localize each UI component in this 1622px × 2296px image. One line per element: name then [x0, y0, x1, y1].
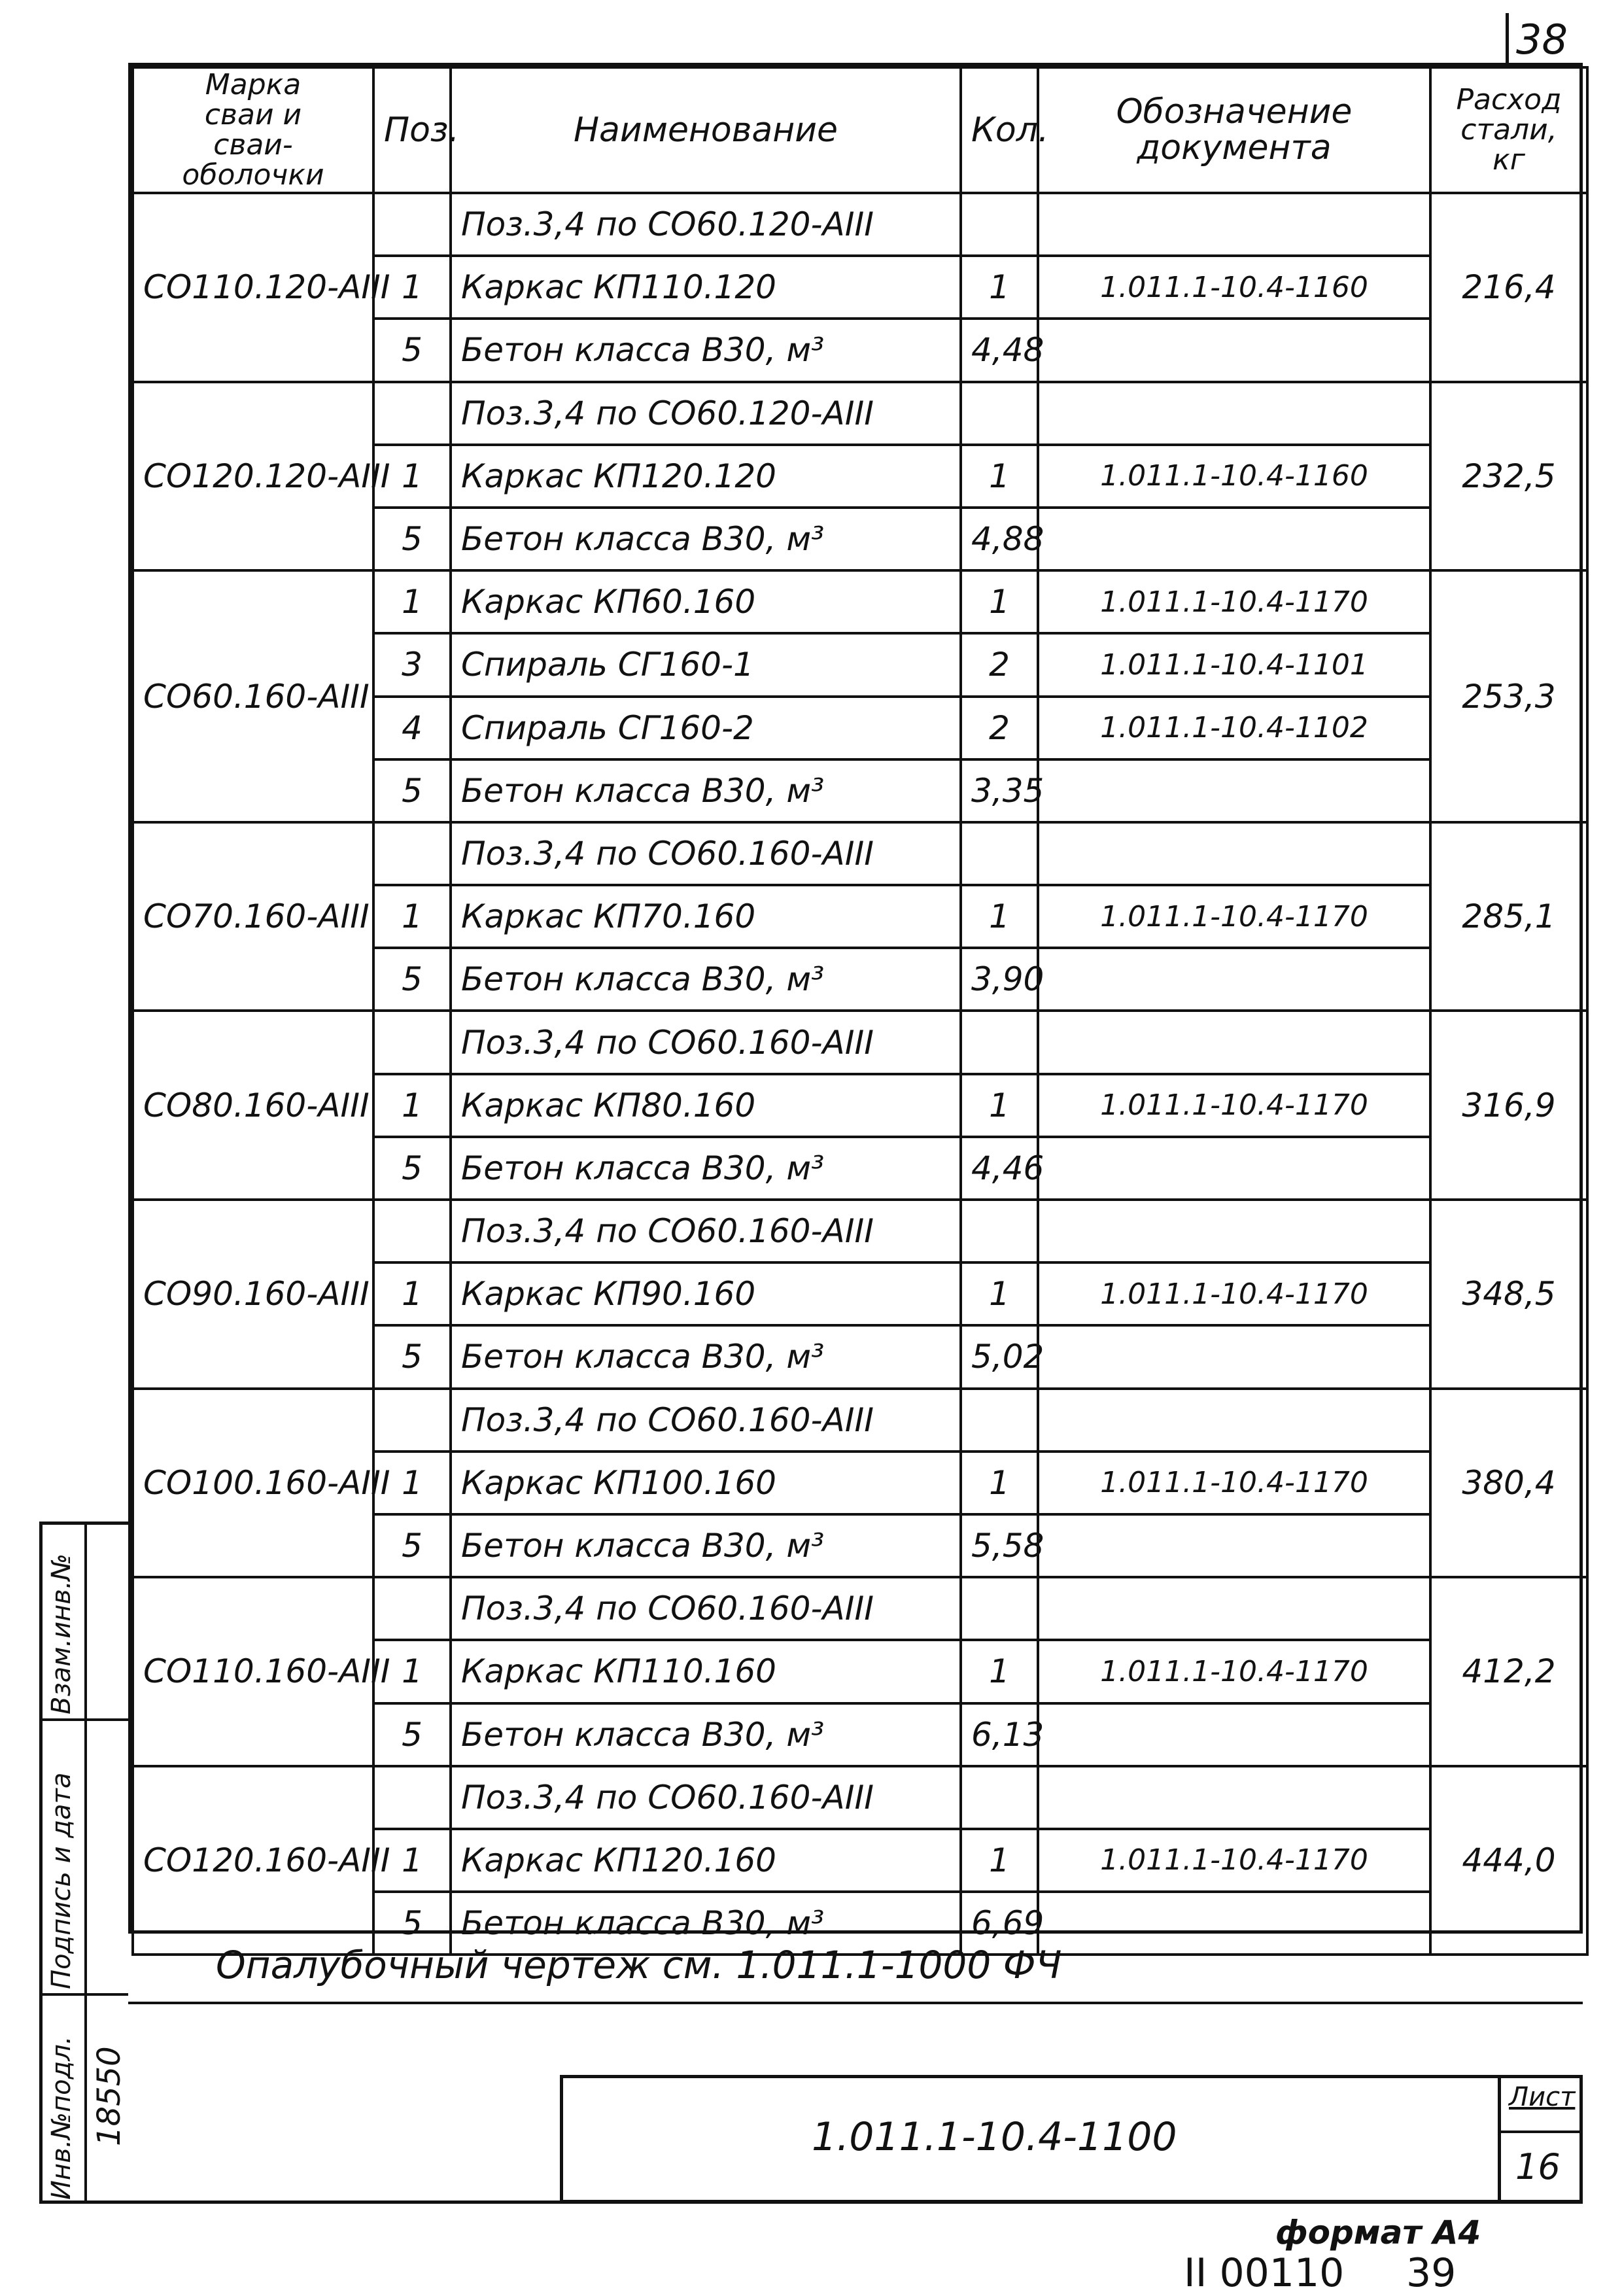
inv-cell	[43, 1996, 128, 2204]
page-number-divider	[1506, 13, 1509, 65]
specification-table	[128, 63, 1583, 1943]
pile-mark: СО100.160-АIII	[133, 1389, 373, 1578]
header-pos: Поз.	[373, 67, 451, 193]
position-number: 1	[373, 1262, 451, 1325]
pile-mark: СО110.160-АIII	[133, 1577, 373, 1766]
position-number: 5	[373, 1703, 451, 1766]
position-number: 5	[373, 1892, 451, 1955]
position-number	[373, 1200, 451, 1262]
steel-consumption: 412,2	[1430, 1577, 1587, 1766]
table-row	[133, 822, 1587, 885]
table-row	[133, 570, 1587, 633]
document-reference	[1038, 193, 1430, 256]
title-block	[560, 2075, 1583, 2203]
item-name: Поз.3,4 по СО60.160-АIII	[451, 1011, 961, 1073]
table-row	[133, 1389, 1587, 1452]
side-stamp-strip	[39, 1522, 128, 2204]
header-doc: Обозначение документа	[1038, 67, 1430, 193]
item-quantity	[961, 1389, 1038, 1452]
position-number: 1	[373, 1074, 451, 1137]
document-reference	[1038, 948, 1430, 1011]
steel-consumption: 232,5	[1430, 382, 1587, 571]
steel-consumption: 253,3	[1430, 570, 1587, 822]
position-number: 1	[373, 1452, 451, 1514]
position-number: 1	[373, 1829, 451, 1892]
inv-label: Инв.№подл.	[46, 2036, 77, 2200]
position-number: 1	[373, 256, 451, 319]
item-name: Каркас КП110.120	[451, 256, 961, 319]
item-name: Каркас КП60.160	[451, 570, 961, 633]
table-row	[133, 1577, 1587, 1640]
item-quantity: 1	[961, 1074, 1038, 1137]
steel-consumption: 348,5	[1430, 1200, 1587, 1389]
table-row	[133, 1766, 1587, 1829]
pile-mark: СО70.160-АIII	[133, 822, 373, 1011]
item-name: Поз.3,4 по СО60.120-АIII	[451, 193, 961, 256]
position-number: 5	[373, 759, 451, 822]
document-reference: 1.011.1-10.4-1102	[1038, 697, 1430, 759]
position-number: 1	[373, 445, 451, 508]
item-quantity	[961, 1011, 1038, 1073]
item-quantity: 3,90	[961, 948, 1038, 1011]
formwork-note: Опалубочный чертеж см. 1.011.1-1000 ФЧ	[216, 1943, 1062, 1987]
position-number	[373, 382, 451, 445]
item-name: Поз.3,4 по СО60.160-АIII	[451, 1389, 961, 1452]
header-mark: Марка сваи и сваи-оболочки	[133, 67, 373, 193]
document-reference	[1038, 1766, 1430, 1829]
table-row	[133, 1011, 1587, 1073]
position-number: 4	[373, 697, 451, 759]
steel-consumption: 444,0	[1430, 1766, 1587, 1955]
item-name: Каркас КП120.160	[451, 1829, 961, 1892]
position-number	[373, 1011, 451, 1073]
document-reference	[1038, 1892, 1430, 1955]
item-name: Бетон класса В30, м³	[451, 508, 961, 570]
document-reference: 1.011.1-10.4-1160	[1038, 256, 1430, 319]
sign-label: Подпись и дата	[46, 1772, 77, 1989]
item-name: Спираль СГ160-2	[451, 697, 961, 759]
document-reference	[1038, 1514, 1430, 1577]
position-number: 1	[373, 885, 451, 948]
pile-mark: СО60.160-АIII	[133, 570, 373, 822]
item-name: Спираль СГ160-1	[451, 633, 961, 696]
position-number	[373, 1389, 451, 1452]
pile-mark: СО110.120-АIII	[133, 193, 373, 382]
position-number: 1	[373, 570, 451, 633]
item-name: Бетон класса В30, м³	[451, 1703, 961, 1766]
position-number	[373, 193, 451, 256]
inv-value: 18550	[91, 2046, 128, 2146]
item-name: Бетон класса В30, м³	[451, 948, 961, 1011]
pile-mark: СО90.160-АIII	[133, 1200, 373, 1389]
position-number: 5	[373, 1325, 451, 1388]
position-number: 5	[373, 508, 451, 570]
steel-consumption: 316,9	[1430, 1011, 1587, 1200]
replace-cell	[43, 1525, 128, 1721]
header-qty: Кол.	[961, 67, 1038, 193]
document-reference	[1038, 1389, 1430, 1452]
position-number: 5	[373, 319, 451, 381]
item-quantity	[961, 1200, 1038, 1262]
item-name: Бетон класса В30, м³	[451, 1325, 961, 1388]
item-quantity: 1	[961, 1640, 1038, 1703]
archive-code: II 00110	[1184, 2250, 1345, 2296]
table-row	[133, 193, 1587, 256]
item-name: Поз.3,4 по СО60.160-АIII	[451, 1766, 961, 1829]
document-reference: 1.011.1-10.4-1101	[1038, 633, 1430, 696]
item-quantity	[961, 193, 1038, 256]
item-quantity	[961, 822, 1038, 885]
item-name: Каркас КП90.160	[451, 1262, 961, 1325]
sheet-label: Лист	[1509, 2082, 1576, 2112]
table-body	[133, 193, 1587, 1955]
item-name: Бетон класса В30, м³	[451, 319, 961, 381]
document-code: 1.011.1-10.4-1100	[812, 2114, 1177, 2160]
note-divider	[128, 2002, 1583, 2004]
document-reference: 1.011.1-10.4-1170	[1038, 1074, 1430, 1137]
position-number	[373, 822, 451, 885]
steel-consumption: 380,4	[1430, 1389, 1587, 1578]
position-number: 5	[373, 1514, 451, 1577]
document-reference: 1.011.1-10.4-1170	[1038, 1829, 1430, 1892]
spec-grid	[131, 66, 1589, 1956]
item-name: Поз.3,4 по СО60.160-АIII	[451, 1577, 961, 1640]
item-quantity: 5,58	[961, 1514, 1038, 1577]
document-reference: 1.011.1-10.4-1160	[1038, 445, 1430, 508]
document-reference: 1.011.1-10.4-1170	[1038, 1262, 1430, 1325]
pile-mark: СО120.160-АIII	[133, 1766, 373, 1955]
item-quantity	[961, 382, 1038, 445]
sheet-box	[1498, 2078, 1579, 2200]
page-number: 38	[1516, 16, 1568, 63]
position-number: 5	[373, 1137, 451, 1200]
document-reference	[1038, 1137, 1430, 1200]
item-quantity: 1	[961, 1262, 1038, 1325]
item-quantity: 1	[961, 1452, 1038, 1514]
item-name: Поз.3,4 по СО60.160-АIII	[451, 822, 961, 885]
document-reference: 1.011.1-10.4-1170	[1038, 1640, 1430, 1703]
item-quantity: 3,35	[961, 759, 1038, 822]
item-quantity: 1	[961, 885, 1038, 948]
item-quantity: 4,88	[961, 508, 1038, 570]
item-name: Каркас КП70.160	[451, 885, 961, 948]
item-quantity	[961, 1577, 1038, 1640]
item-name: Бетон класса В30, м³	[451, 1514, 961, 1577]
document-reference	[1038, 382, 1430, 445]
item-quantity: 1	[961, 570, 1038, 633]
sheet-divider	[1501, 2131, 1579, 2133]
frame-bottom-line	[39, 2200, 1583, 2204]
item-quantity: 2	[961, 697, 1038, 759]
document-reference	[1038, 1200, 1430, 1262]
item-quantity: 1	[961, 1829, 1038, 1892]
steel-consumption: 285,1	[1430, 822, 1587, 1011]
replace-label: Взам.инв.№	[46, 1553, 77, 1714]
document-reference: 1.011.1-10.4-1170	[1038, 1452, 1430, 1514]
pile-mark: СО80.160-АIII	[133, 1011, 373, 1200]
document-reference	[1038, 319, 1430, 381]
table-row	[133, 382, 1587, 445]
item-name: Поз.3,4 по СО60.120-АIII	[451, 382, 961, 445]
item-name: Каркас КП120.120	[451, 445, 961, 508]
position-number: 1	[373, 1640, 451, 1703]
position-number	[373, 1766, 451, 1829]
item-quantity: 1	[961, 256, 1038, 319]
item-name: Каркас КП80.160	[451, 1074, 961, 1137]
item-name: Поз.3,4 по СО60.160-АIII	[451, 1200, 961, 1262]
document-reference: 1.011.1-10.4-1170	[1038, 885, 1430, 948]
archive-page: 39	[1406, 2250, 1457, 2296]
item-name: Каркас КП100.160	[451, 1452, 961, 1514]
document-reference	[1038, 1011, 1430, 1073]
sheet-number: 16	[1515, 2146, 1561, 2187]
item-quantity: 5,02	[961, 1325, 1038, 1388]
table-row	[133, 1200, 1587, 1262]
item-name: Бетон класса В30, м³	[451, 759, 961, 822]
item-quantity: 6,13	[961, 1703, 1038, 1766]
document-reference	[1038, 1325, 1430, 1388]
item-name: Бетон класса В30, м³	[451, 1892, 961, 1955]
table-header-row	[133, 67, 1587, 193]
sign-cell	[43, 1721, 128, 1996]
document-reference	[1038, 759, 1430, 822]
item-quantity: 6,69	[961, 1892, 1038, 1955]
position-number: 5	[373, 948, 451, 1011]
item-quantity	[961, 1766, 1038, 1829]
item-quantity: 4,48	[961, 319, 1038, 381]
steel-consumption: 216,4	[1430, 193, 1587, 382]
item-name: Каркас КП110.160	[451, 1640, 961, 1703]
document-reference	[1038, 508, 1430, 570]
format-label: формат А4	[1275, 2214, 1481, 2252]
header-steel: Расход стали, кг	[1430, 67, 1587, 193]
header-name: Наименование	[451, 67, 961, 193]
item-name: Бетон класса В30, м³	[451, 1137, 961, 1200]
document-reference: 1.011.1-10.4-1170	[1038, 570, 1430, 633]
item-quantity: 2	[961, 633, 1038, 696]
item-quantity: 1	[961, 445, 1038, 508]
item-quantity: 4,46	[961, 1137, 1038, 1200]
position-number	[373, 1577, 451, 1640]
document-reference	[1038, 822, 1430, 885]
position-number: 3	[373, 633, 451, 696]
document-reference	[1038, 1703, 1430, 1766]
document-reference	[1038, 1577, 1430, 1640]
pile-mark: СО120.120-АIII	[133, 382, 373, 571]
